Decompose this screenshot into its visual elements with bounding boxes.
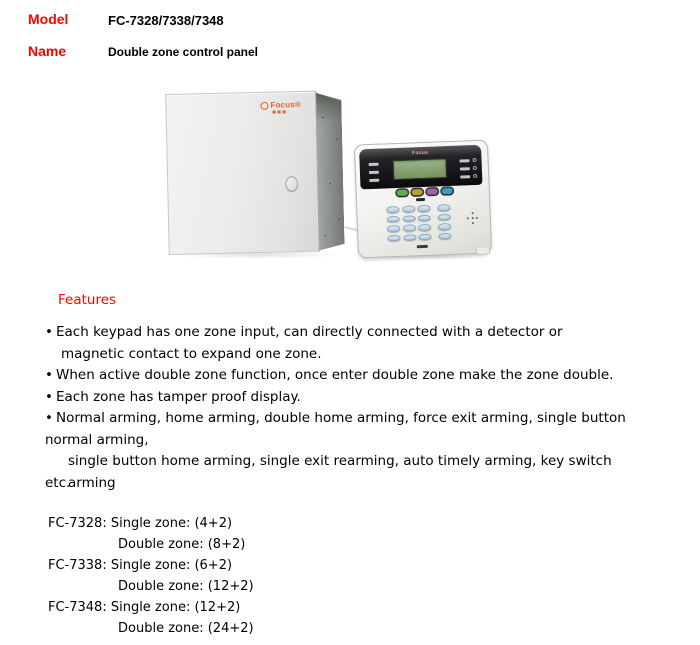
features-list bbox=[45, 322, 660, 494]
bullet-marker: • bbox=[45, 324, 53, 340]
feature-item-continuation bbox=[45, 430, 660, 452]
indicator-label bbox=[369, 163, 379, 166]
feature-text: Normal arming, home arming, double home arming, force exit arming, single button bbox=[56, 410, 626, 426]
spec-line bbox=[48, 597, 254, 618]
feature-item bbox=[45, 408, 660, 430]
led-icon bbox=[473, 166, 477, 170]
led-icon bbox=[473, 174, 477, 178]
feature-text: When active double zone function, once enter double zone make the zone double. bbox=[56, 367, 614, 383]
feature-item bbox=[45, 322, 660, 344]
feature-item bbox=[45, 365, 660, 387]
panel-slot bbox=[416, 198, 425, 201]
keypad-display-panel bbox=[359, 145, 482, 190]
function-key-cyan bbox=[442, 188, 453, 194]
model-label: Model bbox=[28, 11, 69, 27]
model-value: FC-7328/7338/7348 bbox=[108, 13, 224, 28]
spec-line bbox=[48, 618, 254, 639]
screw-icon bbox=[324, 234, 326, 236]
keypad-bottom-slot bbox=[417, 245, 428, 248]
led-icon bbox=[472, 158, 476, 162]
function-key-green bbox=[397, 190, 408, 196]
feature-item bbox=[45, 387, 660, 409]
spec-text: FC-7338: Single zone: (6+2) bbox=[48, 558, 233, 573]
spec-text: Double zone: (24+2) bbox=[118, 621, 254, 636]
control-panel-box-image bbox=[164, 86, 350, 262]
box-front-door bbox=[165, 91, 320, 255]
numeric-keypad bbox=[386, 204, 453, 245]
bullet-marker: • bbox=[45, 367, 53, 383]
screw-icon bbox=[338, 218, 340, 220]
focus-logo-icon bbox=[260, 101, 268, 109]
function-key-yellow bbox=[412, 189, 423, 195]
feature-item-continuation bbox=[45, 344, 660, 366]
name-label: Name bbox=[28, 43, 67, 59]
feature-text: normal arming, bbox=[45, 431, 149, 448]
feature-text: magnetic contact to expand one zone. bbox=[61, 345, 322, 362]
spec-line bbox=[48, 555, 254, 576]
feature-item-continuation bbox=[45, 473, 660, 495]
zone-spec-list bbox=[48, 513, 254, 639]
indicator-label bbox=[369, 171, 379, 174]
spec-line bbox=[48, 534, 254, 555]
screw-icon bbox=[329, 182, 331, 184]
indicator-label bbox=[369, 179, 379, 182]
screw-icon bbox=[336, 138, 338, 140]
keypad-mount-tab bbox=[476, 247, 490, 255]
feature-text: etc. bbox=[45, 474, 71, 491]
features-heading: Features bbox=[58, 292, 117, 308]
feature-text: single button home arming, single exit rearming, auto timely arming, key switch arming bbox=[68, 453, 612, 491]
spec-line bbox=[48, 513, 254, 534]
spec-text: FC-7328: Single zone: (4+2) bbox=[48, 516, 233, 531]
keypad-image bbox=[354, 139, 492, 258]
feature-text: Each zone has tamper proof display. bbox=[56, 388, 301, 405]
spec-text: Double zone: (12+2) bbox=[118, 579, 254, 594]
spec-text: Double zone: (8+2) bbox=[118, 537, 246, 552]
indicator-label bbox=[460, 175, 470, 178]
spec-line bbox=[48, 576, 254, 597]
function-key-purple bbox=[427, 188, 438, 194]
name-value: Double zone control panel bbox=[108, 45, 259, 59]
lcd-screen bbox=[392, 158, 447, 180]
bullet-marker: • bbox=[45, 410, 53, 426]
spec-text: FC-7348: Single zone: (12+2) bbox=[48, 600, 241, 615]
indicator-label bbox=[460, 159, 470, 162]
focus-logo bbox=[260, 100, 312, 114]
indicator-label bbox=[460, 167, 470, 170]
screw-icon bbox=[322, 116, 324, 118]
bullet-marker: • bbox=[45, 388, 53, 405]
feature-text: Each keypad has one zone input, can directly connected with a detector or bbox=[56, 324, 563, 340]
focus-logo-text: Focus® bbox=[270, 99, 302, 110]
keypad-focus-logo: Focus bbox=[412, 149, 429, 157]
speaker-grille-icon bbox=[467, 212, 480, 226]
